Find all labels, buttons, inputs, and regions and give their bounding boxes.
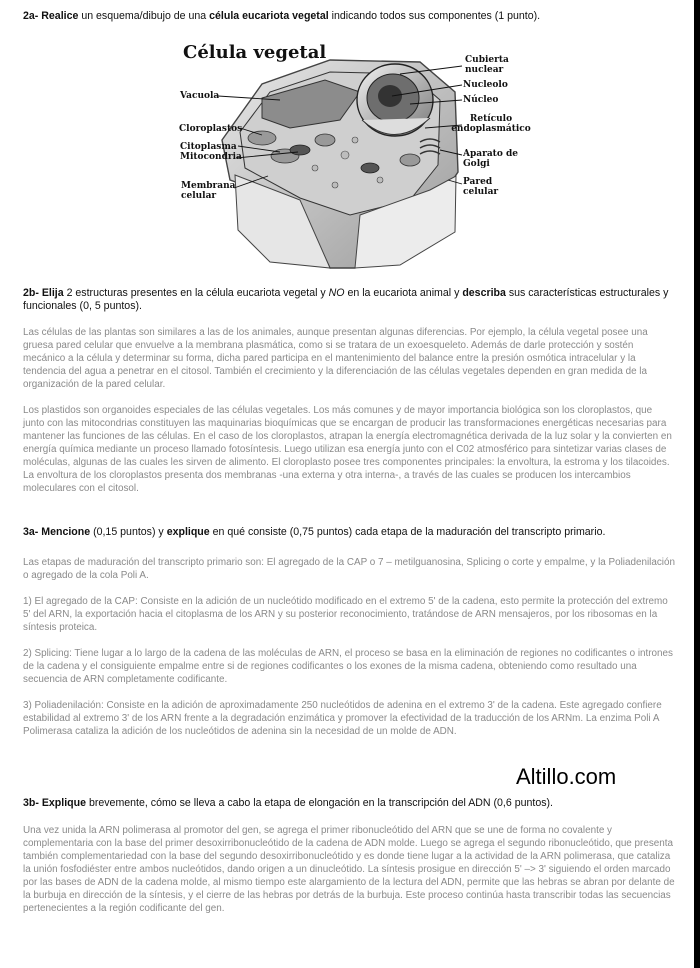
label-line: Retículo <box>469 114 513 124</box>
label-mitocondria: Mitocondria <box>180 152 242 162</box>
label-line: Pared <box>463 177 493 187</box>
question-2b <box>23 287 673 313</box>
label-line: Golgi <box>463 158 490 169</box>
question-emphasis: NO <box>328 287 345 299</box>
question-verb: describa <box>462 287 506 299</box>
question-verb: Explique <box>41 797 86 809</box>
answer-2b <box>23 326 675 495</box>
answer-3b <box>23 824 675 915</box>
answer-paragraph: 2) Splicing: Tiene lugar a lo largo de la cadena de las moléculas de ARN, el proceso se basa en la eliminación de regiones no codificantes o intrones de la cadena y el consiguiente empalme entre si de regiones codificantes o los exones de la misma cadena, obteniendo como resultado una secuencia de ARN completamente codificante. <box>23 648 673 685</box>
question-text: 2 estructuras presentes en la célula eucariota vegetal y <box>63 287 329 299</box>
question-3a <box>23 526 673 539</box>
label-line: celular <box>463 186 499 197</box>
answer-paragraph: 1) El agregado de la CAP: Consiste en la adición de un nucleótido modificado en el extremo 5' de la cadena, esto permite la protección del extremo 5' del ARN, la exportación hacia el citoplasma de los ARN y su posterior reconocimiento, tratándose de ARN mensajeros, por los ribosomas en la síntesis proteica. <box>23 596 668 633</box>
question-text: brevemente, cómo se lleva a cabo la etapa de elongación en la transcripción del ADN (0,6 puntos). <box>86 797 553 809</box>
label-line: Membrana <box>181 181 236 191</box>
label-cubierta-nuclear <box>465 56 509 75</box>
label-line: endoplasmático <box>451 123 531 134</box>
question-text: un esquema/dibujo de una <box>78 10 210 22</box>
question-text: indicando todos sus componentes (1 punto). <box>328 10 541 22</box>
question-text: en la eucariota animal y <box>344 287 463 299</box>
label-citoplasma: Citoplasma <box>180 142 237 152</box>
question-number: 2a- <box>23 10 39 22</box>
label-cloroplastos: Cloroplastos <box>179 124 243 134</box>
answer-paragraph: Una vez unida la ARN polimerasa al promotor del gen, se agrega el primer ribonucleótido del ARN que se une de forma no covalente y complementaria con la base del primer desoxirribonucleótido de la cadena de ADN molde. Luego se agrega el segundo ribonucleótido, que presenta también complementariedad con la base del segundo desoxirribonucleótido y es donde tiene lugar a la actividad de la ARN polimerasa, que cataliza la unión fosfodiéster entre ambos nucleótidos, dando origen a un dinucleótido. La síntesis prosigue en dirección 5' –> 3' siguiendo el orden marcado por las bases de ADN de la cadena molde, al mismo tiempo este alargamiento de la lectura del ADN, permite que las hebras se abran por delante de la burbuja en dirección de la síntesis, y el cierre de las hebras por detrás de la burbuja. Este proceso continúa hasta transcribir todas las secuencias pertenecientes a la región codificante del gen. <box>23 825 675 914</box>
question-number: 2b- <box>23 287 39 299</box>
label-vacuola: Vacuola <box>180 91 220 101</box>
question-term: célula eucariota vegetal <box>209 10 329 22</box>
question-verb: Elija <box>41 287 64 299</box>
answer-paragraph: Los plastidos son organoides especiales de las células vegetales. Los más comunes y de mayor importancia biológica son los cloroplastos, que junto con las mitocondrias constituyen las maquinarias bioquímicas que se encargan de producir las transformaciones energéticas necesarias para mantener las funciones de las células. En el caso de los cloroplastos, atrapan la energía electromagnética derivada de la luz solar y la convierten en energía química mediante un proceso llamado fotosíntesis. Luego utilizan esa energía junto con el C02 atmosférico para sintetizar varias clases de moléculas, algunas de las cuales les sirven de alimento. El cloroplasto posee tres componentes principales: la envoltura, la estroma y los tilacoides. La envoltura de los cloroplastos presenta dos membranas -una externa y otra interna-, a través de las cuales se producen los intercambios moleculares con el citosol. <box>23 405 672 494</box>
answer-3a <box>23 556 675 738</box>
question-text: (0,15 puntos) y <box>90 526 167 538</box>
question-verb: explique <box>166 526 210 538</box>
label-pared-celular <box>463 178 498 197</box>
label-nucleo: Núcleo <box>463 95 499 105</box>
question-number: 3a- <box>23 526 39 538</box>
question-3b <box>23 797 673 810</box>
answer-paragraph: Las células de las plantas son similares a las de los animales, aunque presentan algunas diferencias. Por ejemplo, la célula vegetal posee una gruesa pared celular que envuelve a la membrana plasmática, como si se tratara de un exoesqueleto. Además de darle protección y sostén mecánico a la célula y determinar su forma, dicha pared participa en el mantenimiento del balance entre la presión osmótica intracelular y la tendencia del agua a penetrar en el citosol. También el crecimiento y la diferenciación de las células vegetales dependen en gran medida de la organización de la pared celular. <box>23 327 648 390</box>
label-line: Cubierta <box>465 55 509 65</box>
question-number: 3b- <box>23 797 39 809</box>
question-text: en qué consiste (0,75 puntos) cada etapa de la maduración del transcripto primario. <box>209 526 606 538</box>
diagram-title: Célula vegetal <box>183 42 327 63</box>
label-reticulo <box>447 115 535 134</box>
question-verb: Mencione <box>41 526 91 538</box>
label-line: Aparato de <box>463 149 518 159</box>
label-membrana <box>181 182 235 201</box>
watermark: Altillo.com <box>516 764 617 789</box>
label-nucleolo: Nucleolo <box>463 80 508 90</box>
answer-paragraph: 3) Poliadenilación: Consiste en la adición de aproximadamente 250 nucleótidos de adenina en el extremo 3' de la cadena. Este agregado confiere estabilidad al extremo 3' de los ARN frente a la degradación enzimática y promover la efectividad de la traducción de los ARNm. La enzima Poli A Polimerasa cataliza la adición de los nucleótidos de adenina sin la necesidad de un molde de ADN. <box>23 700 662 737</box>
question-verb: Realice <box>41 10 79 22</box>
question-text: sus características estructurales y funcionales (0, 5 puntos). <box>23 287 669 312</box>
label-line: celular <box>181 190 217 201</box>
label-golgi <box>463 150 518 169</box>
nucleus <box>357 64 433 136</box>
label-line: nuclear <box>465 64 504 75</box>
plant-cell-diagram <box>0 0 700 280</box>
answer-paragraph: Las etapas de maduración del transcripto primario son: El agregado de la CAP o 7 – metilguanosina, Splicing o corte y empalme, y la Poliadenilación o agregado de la cola Poli A. <box>23 557 675 581</box>
